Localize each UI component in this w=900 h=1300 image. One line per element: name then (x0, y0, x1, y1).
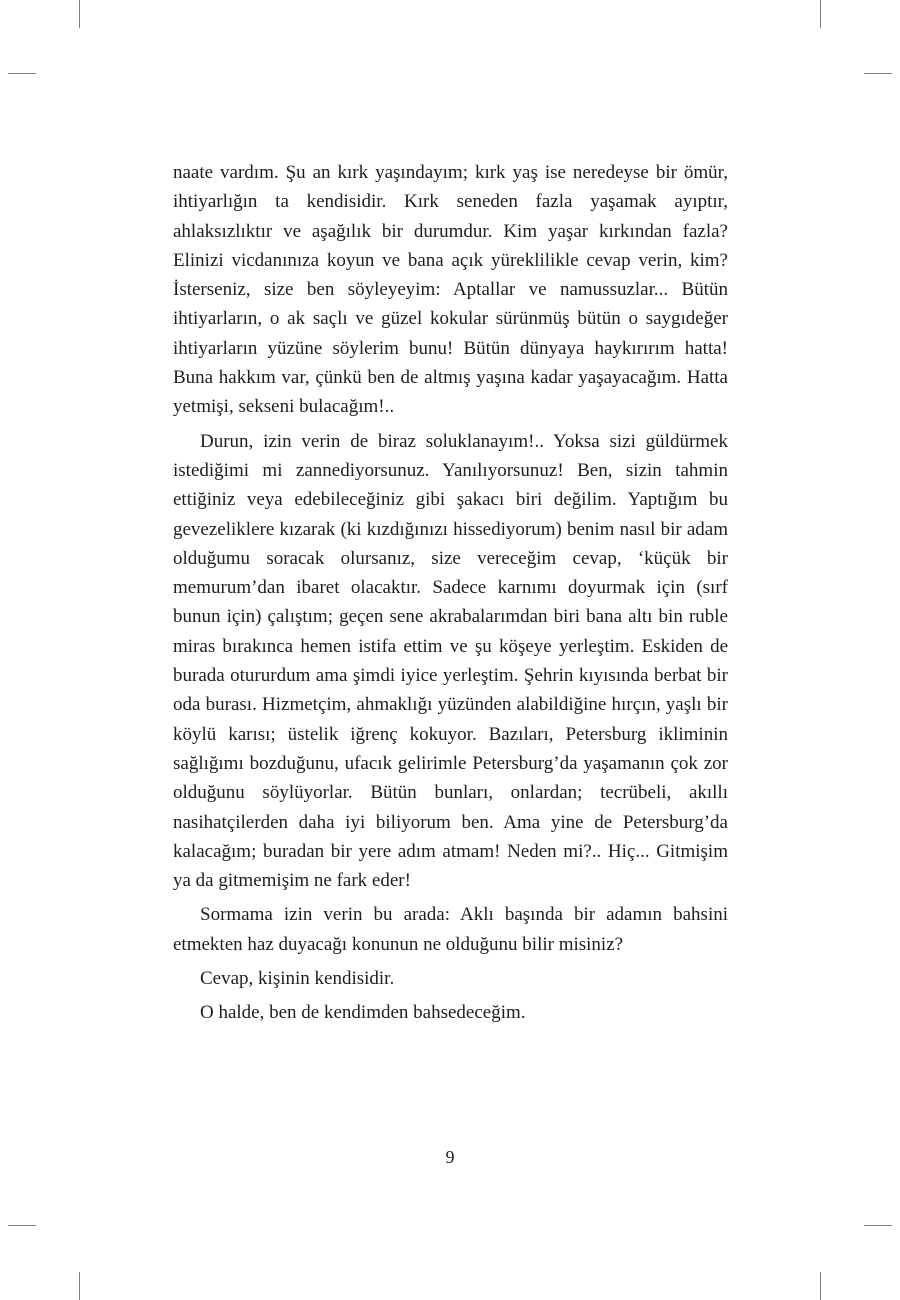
crop-mark-top-right-vertical (820, 0, 821, 28)
paragraph: Durun, izin verin de biraz soluklanayım!.. Yoksa sizi güldürmek istediğimi mi zannediyorsunuz. Yanılıyorsunuz! Ben, sizin tahmin ettiğiniz veya edebileceğiniz gibi şakacı biri değilim. Yaptığım bu gevezeliklere kızarak (ki kızdığınızı hissediyorum) benim nasıl bir adam olduğumu soracak olursanız, size vereceğim cevap, ‘küçük bir memurum’dan ibaret olacaktır. Sadece karnımı doyurmak için (sırf bunun için) çalıştım; geçen sene akrabalarımdan biri bana altı bin ruble miras bırakınca hemen istifa ettim ve şu köşeye yerleştim. Eskiden de burada otururdum ama şimdi iyice yerleştim. Şehrin kıyısında berbat bir oda burası. Hizmetçim, ahmaklığı yüzünden alabildiğine hırçın, yaşlı bir köylü karısı; üstelik iğrenç kokuyor. Bazıları, Petersburg ikliminin sağlığımı bozduğunu, ufacık gelirimle Petersburg’da yaşamanın çok zor olduğunu söylüyorlar. Bütün bunları, onlardan; tecrübeli, akıllı nasihatçilerden daha iyi biliyorum ben. Ama yine de Petersburg’da kalacağım; buradan bir yere adım atmam! Neden mi?.. Hiç... Gitmişim ya da gitmemişim ne fark eder! (173, 430, 728, 892)
crop-mark-bottom-right-horizontal (864, 1225, 892, 1226)
page-number: 9 (445, 1147, 455, 1167)
crop-mark-top-left-horizontal (8, 73, 36, 74)
crop-mark-top-right-horizontal (864, 73, 892, 74)
paragraph: O halde, ben de kendimden bahsedeceğim. (200, 1002, 526, 1024)
paragraph: naate vardım. Şu an kırk yaşındayım; kırk yaş ise neredeyse bir ömür, ihtiyarlığın ta kendisidir. Kırk seneden fazla yaşamak ayıptır, ahlaksızlıktır ve aşağılık bir durumdur. Kim yaşar kırkından fazla? Elinizi vicdanınıza koyun ve bana açık yüreklilikle cevap verin, kim? İsterseniz, size ben söyleyeyim: Aptallar ve namussuzlar... Bütün ihtiyarların, o ak saçlı ve güzel kokular sürünmüş bütün o saygıdeğer ihtiyarların yüzüne söylerim bunu! Bütün dünyaya haykırırım hatta! Buna hakkım var, çünkü ben de altmış yaşına kadar yaşayacağım. Hatta yetmişi, sekseni bulacağım!.. (173, 162, 728, 418)
crop-mark-top-left-vertical (79, 0, 80, 28)
paragraph: Cevap, kişinin kendisidir. (200, 968, 395, 990)
crop-mark-bottom-left-horizontal (8, 1225, 36, 1226)
paragraph: Sormama izin verin bu arada: Aklı başında bir adamın bahsini etmekten haz duyacağı konunun ne olduğunu bilir misiniz? (173, 904, 728, 955)
crop-mark-bottom-right-vertical (820, 1272, 821, 1300)
body-text (173, 158, 728, 1033)
crop-mark-bottom-left-vertical (79, 1272, 80, 1300)
